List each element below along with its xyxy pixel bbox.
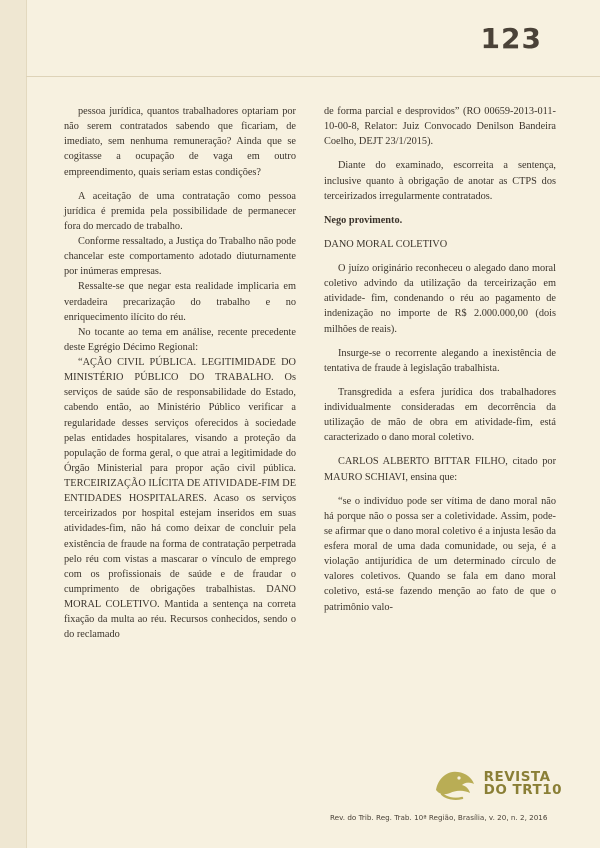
heading-nego-provimento: Nego provimento. [324,214,403,226]
journal-logo [432,764,562,804]
column-left [64,104,296,642]
left-margin-band [0,0,27,848]
body-columns [64,104,560,642]
paragraph: Insurge-se o recorrente alegando a inexistência de tentativa de fraude à legislação trabalhista. [324,347,556,374]
paragraph: Ressalte-se que negar esta realidade implicaria em verdadeira precarização do trabalho e no enriquecimento ilícito do réu. [64,281,296,323]
page-number: 123 [480,22,542,55]
column-right [324,104,556,642]
paragraph: O juízo originário reconheceu o alegado dano moral coletivo advindo da utilização da terceirização em atividade- fim, condenando o réu ao pagamento de indenização no importe de R$ 2.000.000,00 (dois milhões de reais). [324,263,556,335]
paragraph: CARLOS ALBERTO BITTAR FILHO, citado por MAURO SCHIAVI, ensina que: [324,456,556,483]
logo-line-2: DO TRT10 [483,782,562,798]
footer-citation: Rev. do Trib. Reg. Trab. 10ª Região, Brasília, v. 20, n. 2, 2016 [330,813,548,822]
paragraph: de forma parcial e desprovidos” (RO 00659-2013-011-10-00-8, Relator: Juiz Convocado Denilson Bandeira Coelho, DEJT 23/1/2015). [324,106,556,148]
logo-wordmark [483,768,562,798]
paragraph: No tocante ao tema em análise, recente precedente deste Egrégio Décimo Regional: [64,326,296,353]
quoted-paragraph: “se o indivíduo pode ser vítima de dano moral não há porque não o possa ser a coletividade. Assim, pode-se afirmar que o dano moral coletivo é a injusta lesão da esfera moral de uma dada comunidade, ou seja, é a violação antijurídica de um determinado círculo de valores coletivos. Quando se fala em dano moral coletivo, está-se fazendo menção ao fato de que o patrimônio valo- [324,495,556,613]
paragraph: Conforme ressaltado, a Justiça do Trabalho não pode chancelar este comportamento adotado diuturnamente por inúmeras empresas. [64,236,296,278]
logo-line-1: REVISTA [483,768,551,785]
paragraph: Diante do examinado, escorreita a sentença, inclusive quanto à obrigação de anotar as CTPS dos terceirizados irregularmente contratados. [324,160,556,202]
bird-logo-icon [432,764,478,804]
heading-dano-moral-coletivo: DANO MORAL COLETIVO [324,238,448,250]
quoted-paragraph: “AÇÃO CIVIL PÚBLICA. LEGITIMIDADE DO MINISTÉRIO PÚBLICO DO TRABALHO. Os serviços de saúde são de responsabilidade do Estado, cabendo então, ao Ministério Público verificar a regularidade desses serviços oferecidos à sociedade pelas entidades hospitalares, visando a proteção da população de forma geral, o que atrai a legitimidade do Órgão Ministerial para propor ação civil pública. TERCEIRIZAÇÃO ILÍCITA DE ATIVIDADE-FIM DE ENTIDADES HOSPITALARES. Acaso os serviços terceirizados por hospital estejam inseridos em suas atividades-fim, não há como deixar de concluir pela existência de fraude na forma de contratação perpetrada pelo réu com vistas a mascarar o vínculo de emprego com os profissionais de saúde e de fraudar o cumprimento de obrigações trabalhistas. DANO MORAL COLETIVO. Mantida a sentença na correta fixação da multa ao réu. Recursos conhecidos, sendo o do reclamado [64,357,296,641]
paragraph: A aceitação de uma contratação como pessoa jurídica é premida pela possibilidade de permanecer fora do mercado de trabalho. [64,190,296,232]
header-divider [26,76,600,77]
paragraph: pessoa jurídica, quantos trabalhadores optariam por não serem contratados sabendo que ficariam, de imediato, sem nenhuma remuneração? Ainda que se cogitasse a ocupação de vaga em outro empreendimento, quais seriam estas condições? [64,106,296,178]
paragraph: Transgredida a esfera jurídica dos trabalhadores individualmente consideradas em decorrência da utilização de mão de obra em atividade-fim, está caracterizado o dano moral coletivo. [324,386,556,444]
